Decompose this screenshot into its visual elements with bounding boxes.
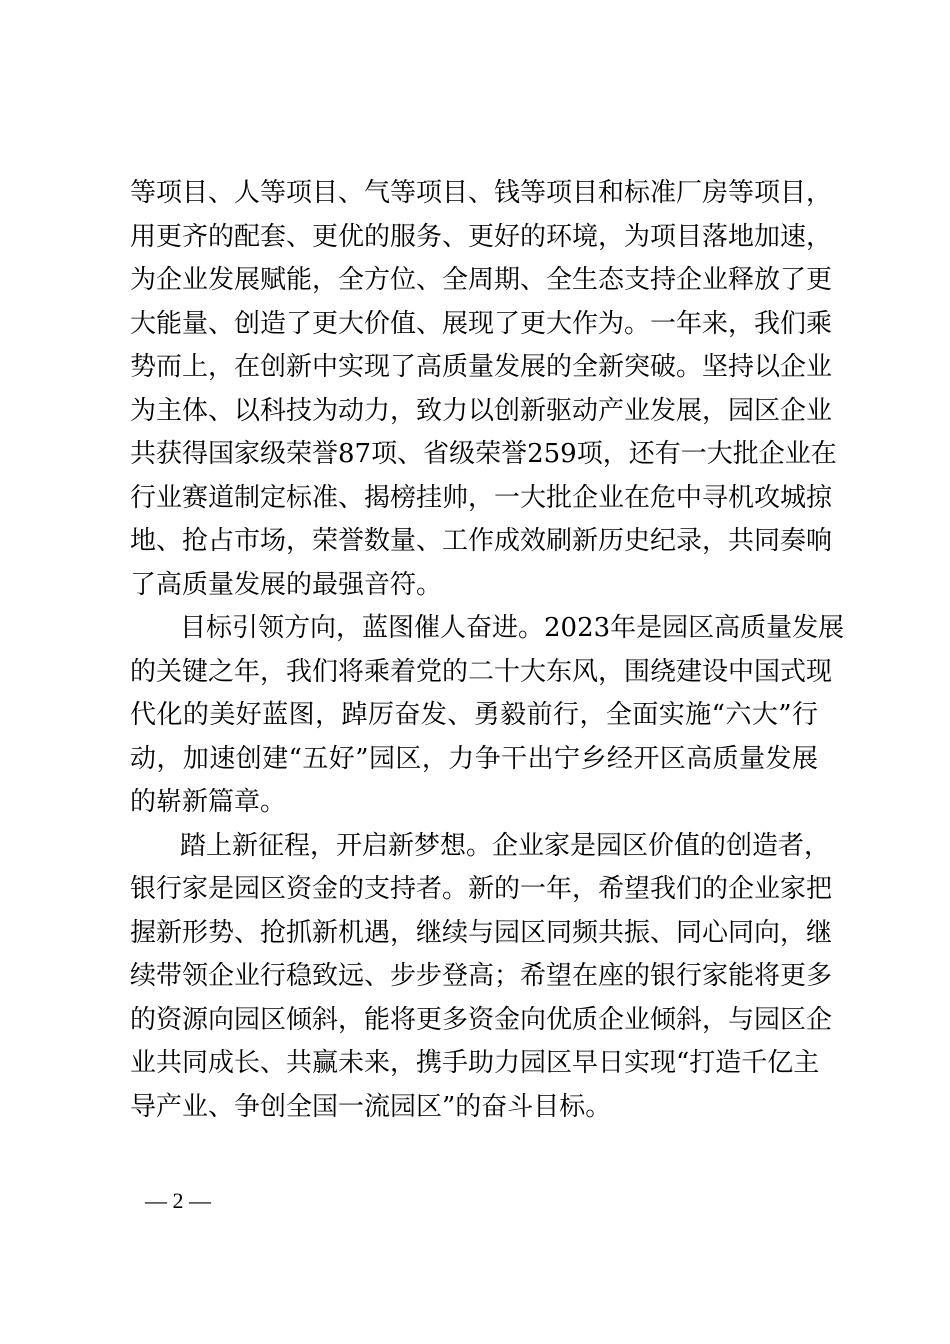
text-line: 大能量、创造了更大价值、展现了更大作为。一年来，我们乘	[130, 308, 833, 339]
paragraph-continuation	[130, 172, 837, 607]
text-line: 用更齐的配套、更优的服务、更好的环境，为项目落地加速，	[130, 221, 833, 252]
text-line: 的关键之年，我们将乘着党的二十大东风，围绕建设中国式现	[130, 656, 833, 687]
text-line: 目标引领方向，蓝图催人奋进。2023年是园区高质量发展	[180, 613, 845, 643]
text-line: 续带领企业行稳致远、步步登高；希望在座的银行家能将更多	[130, 961, 833, 991]
document-body	[130, 172, 845, 1129]
text-line: 的崭新篇章。	[130, 787, 287, 817]
text-line: 业共同成长、共赢未来，携手助力园区早日实现“打造千亿主	[130, 1048, 820, 1078]
paragraph-new-journey	[130, 825, 833, 1130]
page-number: — 2 —	[145, 1188, 211, 1213]
text-line: 等项目、人等项目、气等项目、钱等项目和标准厂房等项目，	[130, 178, 833, 208]
text-line: 银行家是园区资金的支持者。新的一年，希望我们的企业家把	[130, 874, 833, 904]
text-line: 的资源向园区倾斜，能将更多资金向优质企业倾斜，与园区企	[130, 1004, 833, 1035]
text-line: 共获得国家级荣誉87项、省级荣誉259项，还有一大批企业在	[130, 439, 837, 469]
text-line: 势而上，在创新中实现了高质量发展的全新突破。坚持以企业	[130, 352, 833, 382]
text-line: 为主体、以科技为动力，致力以创新驱动产业发展，园区企业	[130, 395, 833, 426]
text-line: 了高质量发展的最强音符。	[130, 569, 443, 600]
text-line: 代化的美好蓝图，踔厉奋发、勇毅前行，全面实施“六大”行	[130, 700, 818, 730]
text-line: 踏上新征程，开启新梦想。企业家是园区价值的创造者，	[180, 830, 831, 861]
text-line: 导产业、争创全国一流园区”的奋斗目标。	[130, 1091, 612, 1122]
text-line: 地、抢占市场，荣誉数量、工作成效刷新历史纪录，共同奏响	[130, 526, 833, 556]
text-line: 行业赛道制定标准、揭榜挂帅，一大批企业在危中寻机攻城掠	[130, 482, 833, 513]
paragraph-goals	[130, 607, 845, 825]
text-line: 动，加速创建“五好”园区，力争干出宁乡经开区高质量发展	[130, 743, 818, 774]
text-line: 为企业发展赋能，全方位、全周期、全生态支持企业释放了更	[130, 265, 833, 295]
text-line: 握新形势、抢抓新机遇，继续与园区同频共振、同心同向，继	[130, 917, 833, 948]
